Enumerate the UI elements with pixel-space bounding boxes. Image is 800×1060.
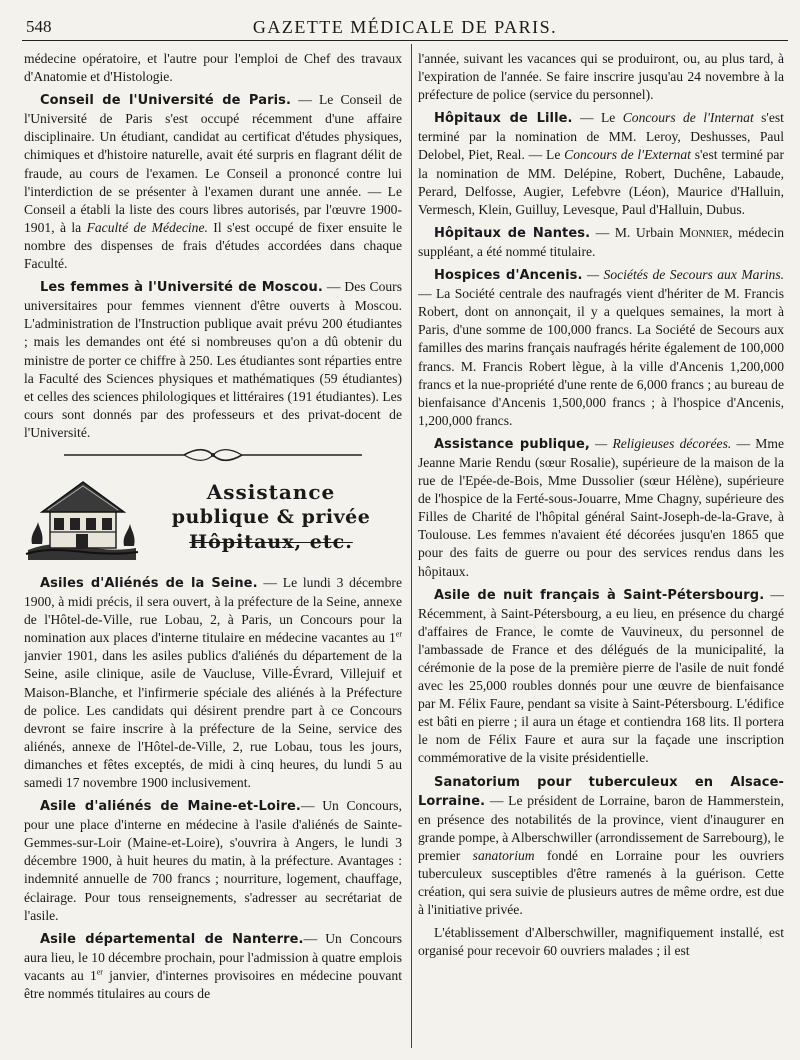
chalet-engraving-icon (24, 474, 140, 562)
banner-line-3: Hôpitaux, etc. (189, 531, 353, 554)
article-continuation: l'année, suivant les vacances qui se produiront, ou, au plus tard, à l'expiration de l'année. Se faire inscrire jusqu'au 24 novembre à la préfecture de police (service du personnel). (418, 51, 784, 103)
article-heading: Assistance publique, (434, 436, 590, 452)
article-asile-nanterre: Asile départemental de Nanterre.— Un Concours aura lieu, le 10 décembre prochain, pour l'admission à quatre emplois vacants au 1er janvier, d'internes provisoires en médecine pouvant être nommés titulaires au cours de (24, 930, 402, 1002)
article-conseil-universite: Conseil de l'Université de Paris. — Le Conseil de l'Université de Paris s'est occupé récemment d'une affaire disciplinaire. Un étudiant, candidat au certificat d'études physiques, chimiques et d'histoire naturelle, avait été surpris en flagrant délit de fraude, au cours de l'examen. Le Conseil a prononcé contre lui l'interdiction de se présenter à l'examen durant une année. — Le Conseil a établi la liste des cours libres autorisés, par l'œuvre 1900-1901, à la Faculté de Médecine. Il s'est occupé de fixer ensuite le nombre des dispenses de frais d'études accordées dans chaque Faculté. (24, 92, 402, 272)
page-number: 548 (26, 17, 52, 36)
article-heading: Asile de nuit français à Saint-Pétersbourg. (434, 587, 765, 603)
page-header (22, 14, 788, 41)
article-heading: Hôpitaux de Nantes. (434, 225, 591, 241)
article-heading: Sanatorium pour tuberculeux en Alsace-Lorraine. (418, 774, 784, 809)
article-hopitaux-nantes: Hôpitaux de Nantes. — M. Urbain Monnier, médecin suppléant, a été nommé titulaire. (418, 224, 784, 259)
banner-line-2: publique & privée (171, 506, 371, 529)
article-heading: Asiles d'Aliénés de la Seine. (40, 575, 258, 591)
ornamental-divider-icon (24, 448, 402, 462)
article-heading: Asile d'aliénés de Maine-et-Loire. (40, 799, 301, 815)
column-divider (411, 44, 412, 1048)
section-banner (24, 470, 402, 566)
article-femmes-moscou: Les femmes à l'Université de Moscou. — Des Cours universitaires pour femmes viennent d'être ouverts à Moscou. L'administration de l'Instruction publique avait prévu 200 étudiantes ; mais les demandes ont été si nombreuses qu'on a dû obtenir du ministre de porter ce chiffre à 250. Les étudiantes sont réparties entre la Faculté des Sciences physiques et mathématiques (59 étudiantes) et celles des sciences philologiques et littéraires (191 étudiantes). Les cours sont donnés par des professeurs et des privat-docent de l'Université. (24, 279, 402, 440)
banner-title (140, 480, 402, 555)
right-column (418, 50, 784, 1052)
article-asiles-seine: Asiles d'Aliénés de la Seine. — Le lundi 3 décembre 1900, à midi précis, il sera ouvert, à la préfecture de la Seine, annexe de l'Hôtel-de-Ville, rue Lobau, 2, à Paris, un Concours pour la nomination aux places d'interne titulaire en médecine vacantes au 1er janvier 1901, dans les asiles publics d'aliénés du département de la Seine, asile clinique, asile de Vaucluse, Ville-Évrard, Villejuif et Maison-Blanche, et l'infirmerie spéciale des aliénés à la Préfecture de police. Les candidats qui désirent prendre part à ce Concours devront se faire inscrire à la préfecture de la Seine, service des aliénés, annexe de l'Hôtel-de-Ville, 2, rue Lobau, tous les jours, dimanches et fêtes exceptés, de midi à cinq heures, du lundi 5 au samedi 17 novembre 1900 inclusivement. (24, 574, 402, 790)
article-hopitaux-lille: Hôpitaux de Lille. — Le Concours de l'Internat s'est terminé par la nomination de MM. Leroy, Deshusses, Paul Delobel, Piet, Real. — Le Concours de l'Externat s'est terminé par la nomination de MM. Delépine, Robert, Duchêne, Labaude, Perard, Delfosse, Augier, Lefebvre (Léon), Maurice d'Halluin, Vermesch, Klein, Guilluy, Levesque, Paul d'Halluin, Dubus. (418, 110, 784, 217)
article-asile-maine-et-loire: Asile d'aliénés de Maine-et-Loire.— Un Concours, pour une place d'interne en médecine à l'asile d'aliénés de Sainte-Gemmes-sur-Loir (Maine-et-Loire), s'ouvrira à Angers, le lundi 3 décembre 1900, à huit heures du matin, à la préfecture. Avantages : indemnité annuelle de 700 francs ; nourriture, logement, chauffage, éclairage. Pour tous renseignements, s'adresser au secrétariat de l'asile. (24, 798, 402, 923)
gazette-title: GAZETTE MÉDICALE DE PARIS. (252, 17, 558, 37)
article-continuation: médecine opératoire, et l'autre pour l'emploi de Chef des travaux d'Anatomie et d'Histologie. (24, 51, 402, 85)
banner-line-1: Assistance (206, 480, 336, 505)
left-column (24, 50, 402, 1052)
article-heading: Hospices d'Ancenis. (434, 268, 583, 284)
article-alberschwiller: L'établissement d'Alberschwiller, magnifiquement installé, est organisé pour recevoir 60 ouvriers malades ; il est (418, 925, 784, 959)
article-heading: Les femmes à l'Université de Moscou. (40, 280, 323, 296)
article-sanatorium-alsace-lorraine: Sanatorium pour tuberculeux en Alsace-Lorraine. — Le président de Lorraine, baron de Hammerstein, en présence des notabilités de la province, vient d'inaugurer en grande pompe, à Alberschwiller (arrondissement de Sarrebourg), le premier sanatorium fondé en Lorraine pour les ouvriers tuberculeux susceptibles d'être ramenés à la guérison. Cette création, qui sera suivie de plusieurs autres de même ordre, est due à l'initiative privée. (418, 774, 784, 918)
article-heading: Asile départemental de Nanterre. (40, 931, 304, 947)
article-hospices-ancenis: Hospices d'Ancenis. — Sociétés de Secours aux Marins. — La Société centrale des naufragés vient d'hériter de M. Francis Robert, dont on annonçait, il y a quelques semaines, la mort à Paris, d'une somme de 100,000 francs. La Société de Secours aux familles des marins français naufragés hérite également de 100,000 francs. M. Francis Robert lègue, à la ville d'Ancenis 1,200,000 francs et la nue-propriété d'une rente de 6,000 francs ; au bureau de bienfaisance d'Ancenis 1,500,000 francs ; à l'hospice d'Ancenis, 1,200,000 francs. (418, 267, 784, 428)
article-heading: Hôpitaux de Lille. (434, 111, 573, 127)
article-asile-saint-petersbourg: Asile de nuit français à Saint-Pétersbourg. — Récemment, à Saint-Pétersbourg, a eu lieu, en présence du chargé d'affaires de France, le comte de Vauvineux, du personnel de l'ambassade de France et des délégués de la municipalité, la cérémonie de la pose de la première pierre de l'asile de nuit fondé avec les 25,000 roubles donnés pour une œuvre de bienfaisance par M. Félix Faure, pendant sa visite à Saint-Pétersbourg. L'édifice est bâti en pierre ; il aura un étage et contiendra 168 lits. Il portera le nom de Félix Faure et aura sur la façade une inscription commémorative de la visite présidentielle. (418, 586, 784, 766)
article-heading: Conseil de l'Université de Paris. (40, 93, 292, 109)
article-assistance-publique: Assistance publique, — Religieuses décorées. — Mme Jeanne Marie Rendu (sœur Rosalie), supérieure de la maison de la rue de l'Epée-de-Bois, Mme Dussolier (sœur Hélène), supérieure de l'hospice de la Ferté-sous-Jouarre, Mme Chagny, supérieure des Filles de Charité de l'hôpital général Saint-Joseph-de-la-Grave, à Toulouse. Les femmes n'avaient été décorées jusqu'en 1865 que pour des faits de guerre ou pour des services rendus dans les hôpitaux. (418, 435, 784, 579)
